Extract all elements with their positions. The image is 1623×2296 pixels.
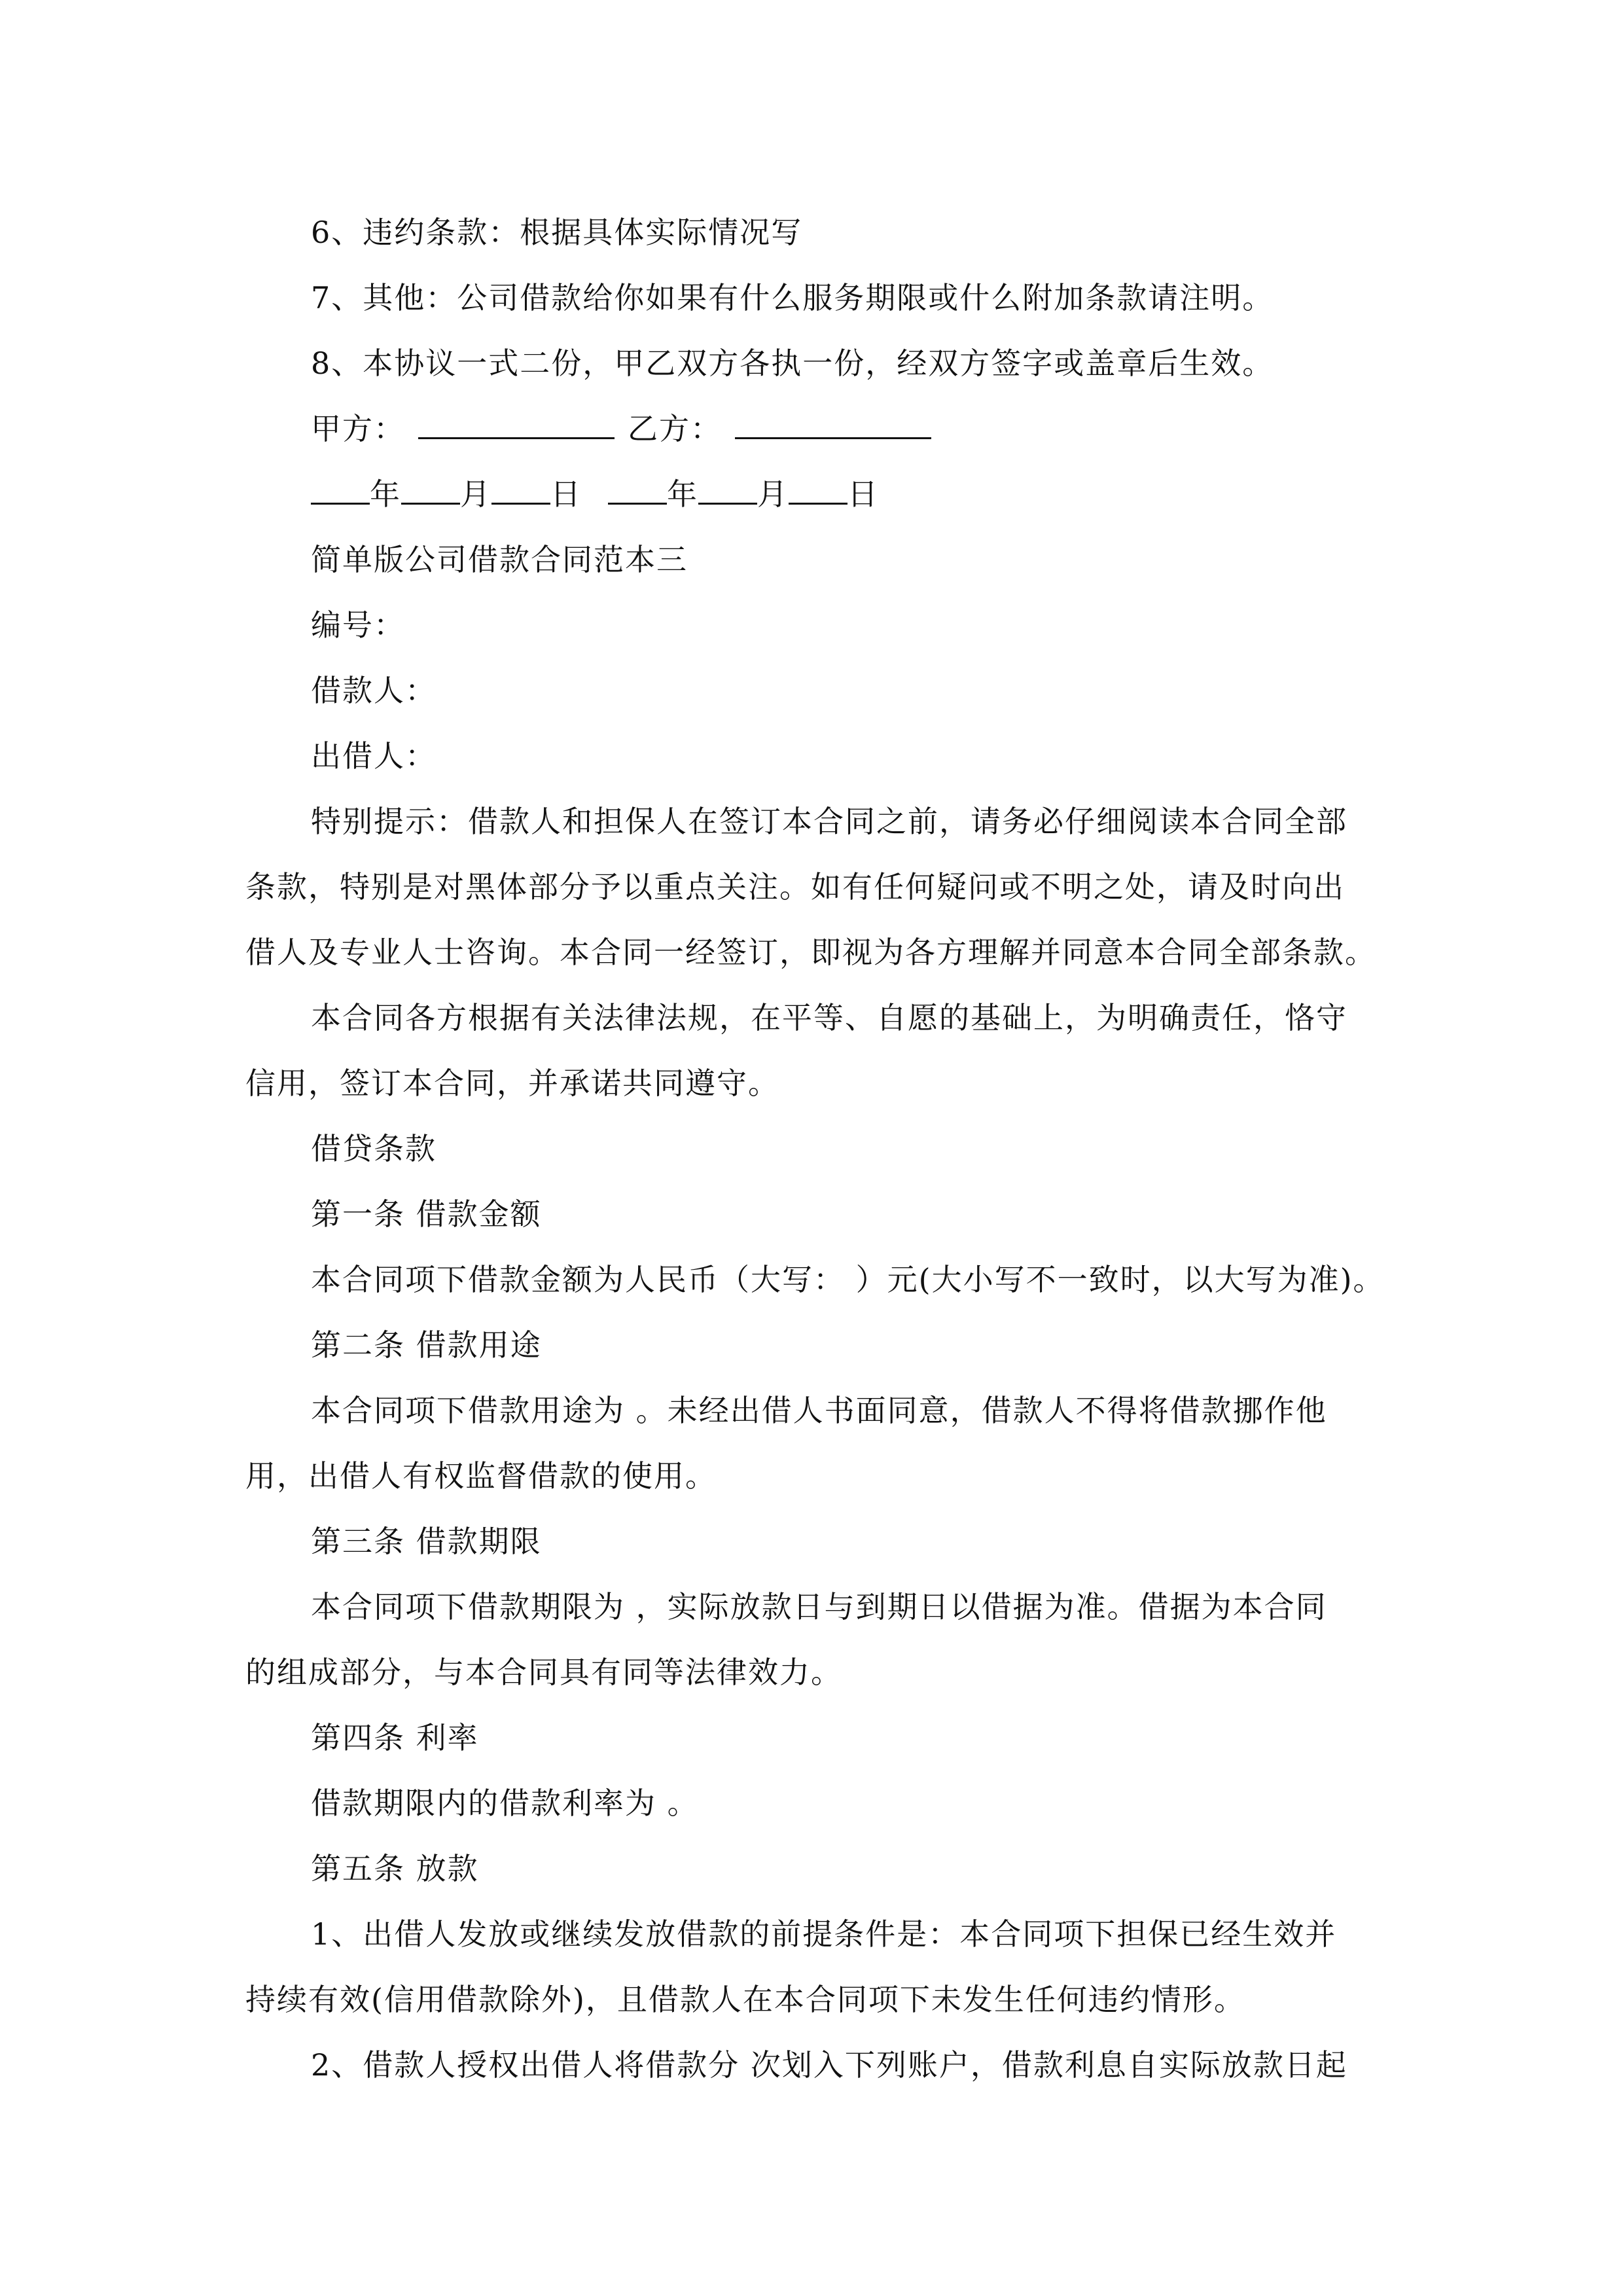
clause-6: 6、违约条款：根据具体实际情况写	[311, 215, 803, 250]
article-1-body: 本合同项下借款金额为人民币（大写： ）元(大小写不一致时，以大写为准)。	[311, 1262, 1385, 1297]
year-blank-2	[608, 469, 667, 505]
day-blank-2	[789, 469, 847, 505]
month-label-2: 月	[757, 476, 789, 512]
article-1-title: 第一条 借款金额	[311, 1196, 542, 1232]
article-5-item-2-line-1: 2、借款人授权出借人将借款分 次划入下列账户，借款利息自实际放款日起	[311, 2047, 1347, 2083]
intro-line-1: 本合同各方根据有关法律法规，在平等、自愿的基础上，为明确责任，恪守	[311, 1000, 1347, 1035]
article-4-body: 借款期限内的借款利率为 。	[311, 1785, 699, 1821]
article-5-title: 第五条 放款	[311, 1851, 479, 1886]
month-label: 月	[460, 476, 491, 512]
notice-line-3: 借人及专业人士咨询。本合同一经签订，即视为各方理解并同意本合同全部条款。	[245, 935, 1376, 970]
number-label: 编号：	[311, 607, 405, 643]
article-5-item-1-line-1: 1、出借人发放或继续发放借款的前提条件是：本合同项下担保已经生效并	[311, 1916, 1337, 1952]
loan-terms-heading: 借贷条款	[311, 1131, 437, 1166]
article-5-item-1-line-2: 持续有效(信用借款除外)，且借款人在本合同项下未发生任何违约情形。	[245, 1982, 1245, 2017]
article-2-body-1: 本合同项下借款用途为 。未经出借人书面同意，借款人不得将借款挪作他	[311, 1393, 1327, 1428]
year-label-2: 年	[667, 476, 698, 512]
notice-line-1: 特别提示：借款人和担保人在签订本合同之前，请务必仔细阅读本合同全部	[311, 804, 1347, 839]
article-3-body-1: 本合同项下借款期限为 ，实际放款日与到期日以借据为准。借据为本合同	[311, 1589, 1327, 1624]
day-label: 日	[550, 476, 582, 512]
borrower-label: 借款人：	[311, 673, 437, 708]
signature-line	[245, 396, 1384, 461]
article-3-title: 第三条 借款期限	[311, 1524, 542, 1559]
year-label: 年	[370, 476, 401, 512]
article-4-title: 第四条 利率	[311, 1720, 479, 1755]
party-b-blank	[735, 403, 931, 439]
lender-label: 出借人：	[311, 738, 437, 774]
date-line	[245, 461, 1384, 527]
section-title: 简单版公司借款合同范本三	[311, 542, 688, 577]
party-a-blank	[418, 403, 615, 439]
document-body	[245, 200, 1384, 2098]
notice-line-2: 条款，特别是对黑体部分予以重点关注。如有任何疑问或不明之处，请及时向出	[245, 869, 1345, 905]
year-blank	[311, 469, 370, 505]
month-blank	[401, 469, 460, 505]
article-2-title: 第二条 借款用途	[311, 1327, 542, 1363]
party-b-label: 乙方：	[628, 411, 722, 446]
day-blank	[491, 469, 550, 505]
month-blank-2	[698, 469, 757, 505]
intro-line-2: 信用，签订本合同，并承诺共同遵守。	[245, 1066, 779, 1101]
article-2-body-2: 用，出借人有权监督借款的使用。	[245, 1458, 717, 1494]
day-label-2: 日	[847, 476, 879, 512]
clause-7: 7、其他：公司借款给你如果有什么服务期限或什么附加条款请注明。	[311, 280, 1274, 315]
clause-8: 8、本协议一式二份，甲乙双方各执一份，经双方签字或盖章后生效。	[311, 346, 1274, 381]
party-a-label: 甲方：	[311, 411, 405, 446]
article-3-body-2: 的组成部分，与本合同具有同等法律效力。	[245, 1655, 842, 1690]
